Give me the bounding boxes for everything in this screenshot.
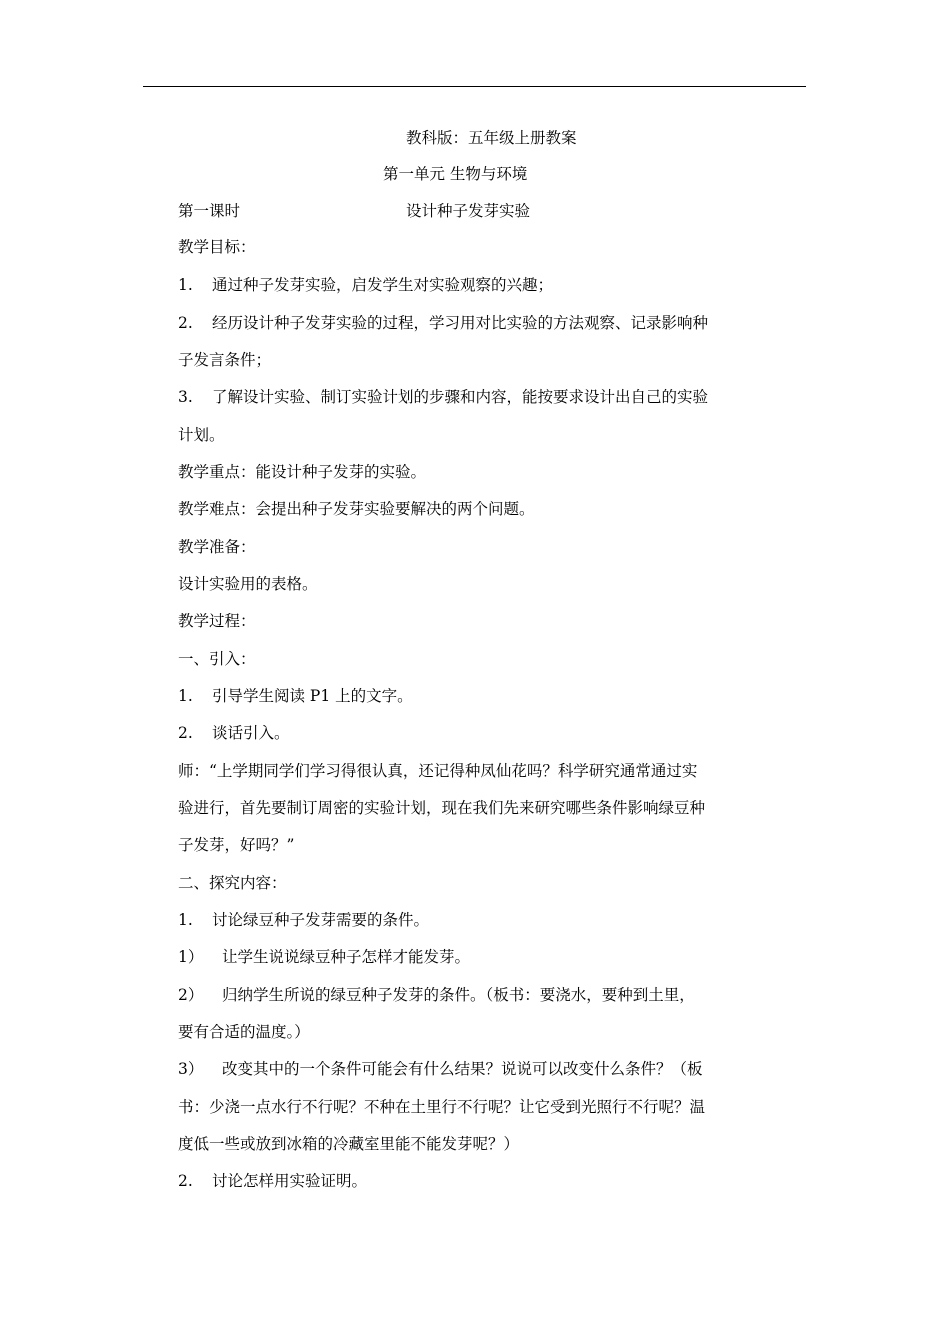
intro-2 xyxy=(178,723,290,743)
explore-1-number: 1. xyxy=(178,911,193,929)
sub-item-1-number: 1） xyxy=(178,948,204,966)
sub-item-2-text: 归纳学生所说的绿豆种子发芽的条件。（板书：要浇水，要种到土里， xyxy=(222,986,695,1004)
unit-title: 第一单元 生物与环境 xyxy=(383,165,528,183)
explore-1 xyxy=(178,910,429,930)
prep-heading: 教学准备： xyxy=(178,538,256,556)
header-rule xyxy=(143,86,806,87)
explore-2-text: 讨论怎样用实验证明。 xyxy=(212,1172,368,1190)
process-heading: 教学过程： xyxy=(178,612,256,630)
intro-1-number: 1. xyxy=(178,687,193,705)
goal-3-continued: 计划。 xyxy=(178,426,225,444)
goal-2 xyxy=(178,313,708,333)
sub-item-2 xyxy=(178,985,695,1005)
sub-item-2-continued: 要有合适的温度。） xyxy=(178,1023,310,1041)
goal-3-text: 了解设计实验、制订实验计划的步骤和内容，能按要求设计出自己的实验 xyxy=(212,388,709,406)
prep-text: 设计实验用的表格。 xyxy=(178,575,318,593)
goal-2-continued: 子发言条件； xyxy=(178,351,272,369)
goal-3-number: 3. xyxy=(178,388,193,406)
intro-1-text: 引导学生阅读 P1 上的文字。 xyxy=(212,687,413,705)
doc-title: 教科版：五年级上册教案 xyxy=(406,129,577,147)
explore-heading: 二、探究内容： xyxy=(178,874,287,892)
intro-heading: 一、引入： xyxy=(178,650,256,668)
teacher-quote-line-1: 师：“上学期同学们学习得很认真，还记得种凤仙花吗？科学研究通常通过实 xyxy=(178,762,698,780)
intro-2-text: 谈话引入。 xyxy=(212,724,290,742)
goal-1 xyxy=(178,275,553,295)
goal-3 xyxy=(178,387,708,407)
lesson-title: 设计种子发芽实验 xyxy=(406,202,531,220)
intro-1 xyxy=(178,686,413,706)
goal-2-number: 2. xyxy=(178,314,193,332)
goals-heading: 教学目标： xyxy=(178,238,256,256)
explore-2 xyxy=(178,1171,367,1191)
sub-item-3-text: 改变其中的一个条件可能会有什么结果？说说可以改变什么条件？（板 xyxy=(222,1060,703,1078)
sub-item-3-continued-1: 书：少浇一点水行不行呢？不种在土里行不行呢？让它受到光照行不行呢？温 xyxy=(178,1098,706,1116)
sub-item-1 xyxy=(178,947,470,967)
sub-item-1-text: 让学生说说绿豆种子怎样才能发芽。 xyxy=(222,948,471,966)
intro-2-number: 2. xyxy=(178,724,193,742)
key-point: 教学重点：能设计种子发芽的实验。 xyxy=(178,463,427,481)
sub-item-2-number: 2） xyxy=(178,986,204,1004)
teacher-quote-line-3: 子发芽，好吗？” xyxy=(178,836,295,854)
lesson-label: 第一课时 xyxy=(178,202,241,220)
explore-1-text: 讨论绿豆种子发芽需要的条件。 xyxy=(212,911,430,929)
sub-item-3-number: 3） xyxy=(178,1060,204,1078)
teacher-quote-line-2: 验进行，首先要制订周密的实验计划，现在我们先来研究哪些条件影响绿豆种 xyxy=(178,799,706,817)
sub-item-3-continued-2: 度低一些或放到冰箱的冷藏室里能不能发芽呢？） xyxy=(178,1135,520,1153)
goal-1-text: 通过种子发芽实验，启发学生对实验观察的兴趣； xyxy=(212,276,554,294)
explore-2-number: 2. xyxy=(178,1172,193,1190)
goal-1-number: 1. xyxy=(178,276,193,294)
difficulty: 教学难点：会提出种子发芽实验要解决的两个问题。 xyxy=(178,500,535,518)
sub-item-3 xyxy=(178,1059,703,1079)
goal-2-text: 经历设计种子发芽实验的过程，学习用对比实验的方法观察、记录影响种 xyxy=(212,314,709,332)
